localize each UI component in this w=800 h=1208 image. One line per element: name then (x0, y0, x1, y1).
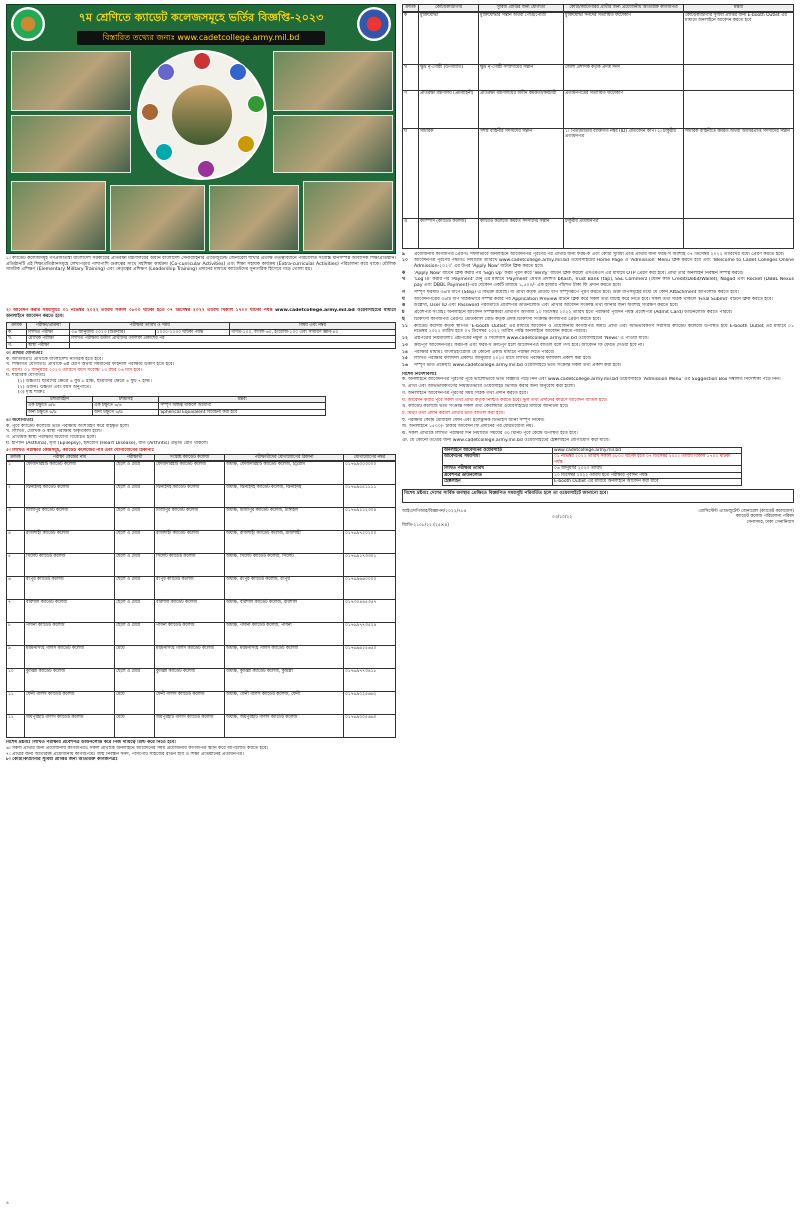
cell: অধ্যক্ষ, ফেনী গার্লস ক্যাডেট কলেজ, ফেনী (225, 692, 344, 715)
cell: বরিশাল ক্যাডেট কলেজ (155, 600, 225, 623)
cell: সিলেট ক্যাডেট কলেজ (155, 554, 225, 577)
procedure-paragraph (402, 271, 794, 277)
cell: প্রত্যয়নপত্রের সত্যায়িত ফটোকপি (564, 90, 684, 128)
cell: ৩ (7, 508, 25, 531)
summary-label: হেল্পলাইন (443, 479, 553, 486)
left-column (6, 4, 396, 763)
paragraph-7: ৭। প্রার্থীর জন্য অতিরিক্ত প্রয়োজনীয় কাগজপত্রঃ জন্ম নিবন্ধন সনদ, পাসপোর্ট সাইজের রঙিন ছবি ও শিক্ষা প্রতিষ্ঠানের প্রত্যয়নপত্র। (6, 751, 244, 757)
header-cell: কোটা/ক্যাটাগরি (419, 5, 479, 12)
table-row (403, 128, 794, 218)
header-cell: সুবিধা প্রাপ্তির জন্য যোগ্যতা (479, 5, 564, 12)
cell: অধ্যক্ষ, কুমিল্লা ক্যাডেট কলেজ, কুমিল্লা (225, 669, 344, 692)
cell: ছেলে ও মেয়ে (115, 485, 155, 508)
photo-classroom (11, 115, 131, 173)
list-item: ছ. পরীক্ষার কেন্দ্রে মোবাইল ফোন এবং ইলেক্ট্রনিক ডিভাইস আনা সম্পূর্ণ নিষেধ। (402, 417, 545, 423)
procedure-paragraph (402, 310, 794, 316)
paragraph-8: ৮। কোটা/ক্যাটাগরি সুবিধা প্রাপ্তির জন্য অতিরিক্ত কাগজপত্রঃ (6, 757, 118, 763)
cell: ০১৭৩০৪৪৫৩৫৭ (344, 600, 396, 623)
procedure-paragraph (402, 350, 794, 356)
list-item: চ. মিথ্যা তথ্য প্রদান করলে প্রার্থীর ভর্তি বাতিল করা হবে। (402, 410, 505, 416)
paragraph-6: ৬। সকল প্রার্থীর জন্য প্রয়োজনীয় কাগজপত্রঃ সকল প্রার্থীকে অনলাইনে আবেদনের সময় প্রয়োজনীয় কাগজপত্র স্ক্যান করে আপলোড করতে হবে। (6, 745, 269, 751)
cell: ঝিনাইদহ ক্যাডেট কলেজ (25, 485, 115, 508)
header-cell: কোটা/ক্যাটাগরির প্রার্থীর জন্য প্রয়োজনীয় অতিরিক্ত কাগজপত্র (564, 5, 684, 12)
list-item: ঘ. শারীরিক যোগ্যতাঃ (6, 373, 46, 379)
paragraph-text: ক্রটিপূর্ণ আবেদনপত্রঃ ফরম-ক এবং ফরম-খ ক্রটিপূর্ণ হলে আবেদনপত্র বাতিল বলে গণ্য হবে। আবেদন ফি ফেরত দেওয়া হবে না। (414, 342, 644, 348)
header-cell: ক্রমিক (7, 323, 27, 330)
header-cell: পরীক্ষার তারিখ ও সময় (70, 323, 230, 330)
cell: মির্জাপুর ক্যাডেট কলেজ (155, 508, 225, 531)
paragraph-number: ঘ (402, 296, 405, 302)
header-cell: সংশ্লিষ্ট ক্যাডেট কলেজ (155, 454, 225, 461)
cell: রাজশাহী ক্যাডেট কলেজ (155, 531, 225, 554)
cell: ছেলে ও মেয়ে (115, 554, 155, 577)
cell: রাজশাহী ক্যাডেট কলেজ (25, 531, 115, 554)
emblem-icon (157, 63, 175, 81)
cell (684, 64, 794, 90)
paragraph-number: ছ (402, 316, 405, 322)
cell: ০১৭৬৯১১২৩০৪ (344, 508, 396, 531)
cell: ১ (7, 462, 25, 485)
bottom-left-section (6, 740, 396, 762)
disqualify-section (6, 418, 396, 446)
cell: ০১৭৬৯০২৫৬৬২ (344, 692, 396, 715)
cell: Spherical Equivalent বিবেচনা করা হবে (159, 409, 326, 416)
summary-value[interactable]: www.cadetcollege.army.mil.bd (553, 447, 742, 454)
table-row (7, 623, 396, 646)
cell: ১। পিতা/মাতার ব্যক্তিগত নম্বর (ID) প্রতিবেদন কপি। ২। চাকুরীর প্রত্যয়নপত্র (564, 128, 684, 218)
cell: অধ্যক্ষ, ফৌজদারহাট ক্যাডেট কলেজ, চট্টগ্রাম (225, 462, 344, 485)
emblem-icon (197, 160, 215, 178)
procedure-paragraph (402, 277, 794, 288)
list-item: খ. লিখিত, মৌখিক ও স্বাস্থ্য পরীক্ষায় অকৃতকার্য হলে। (6, 429, 102, 435)
cell (684, 218, 794, 248)
list-item: ক. জাতীয়তাঃ প্রার্থীকে বাংলাদেশী নাগরিক হতে হবে। (6, 356, 103, 362)
summary-label: অনলাইনে আবেদনের ওয়েবসাইট (443, 447, 553, 454)
paragraph-number: ১১ (402, 323, 408, 329)
signatory-office: ক্যাডেট কলেজ পরিচালনা পরিষদ (735, 514, 794, 520)
table-row (7, 531, 396, 554)
cell: খ (403, 64, 419, 90)
summary-value: ১০ ডিসেম্বর ২০২২ তারিখ হতে পরীক্ষার পূর্বদিন পর্যন্ত (553, 472, 742, 479)
list-item: ক. পূর্বে ক্যাডেট কলেজে ভর্তি পরীক্ষায় অংশগ্রহণ করে বহিষ্কৃত হলে। (6, 423, 130, 429)
list-item: ঞ. যে কোনো তথ্যের জন্য www.cadetcollege.army.mil.bd ওয়েবসাইটের হেল্পলাইনে যোগাযোগ করা যাবে। (402, 437, 610, 443)
header-cell: মন্তব্য (684, 5, 794, 12)
header-cell: পরীক্ষা কেন্দ্রের নাম (25, 454, 115, 461)
emblem-icon (247, 95, 265, 113)
cell: ঘ (403, 128, 419, 218)
emblem-icon (193, 52, 211, 70)
table-row (7, 715, 396, 738)
list-item: খ. প্রার্থী এবং অভিভাবকগণের নিয়মিতভাবে ওয়েবসাইট ভিজিট করার জন্য অনুরোধ করা হলো। (402, 384, 576, 390)
intro-paragraph: ১। ক্যাডেট কলেজসমূহ গণপ্রজাতন্ত্রী বাংলাদেশ সরকারের প্রতিরক্ষা মন্ত্রণালয়ের অধীন বাংলাদেশ সেনাবাহিনীর এ্যাডজুটেন্ট জেনারেল শাখার প্রত্যক্ষ তত্ত্বাবধানে পরিচালিত সর্বোচ্চ মানসম্পন্ন আবাসিক শিক্ষাপ্রতিষ্ঠান। প্রতিষ্ঠানটি এই শিক্ষাপ্রতিষ্ঠানসমূহে লেখাপড়ার পাশাপাশি গুরুত্বের সাথে সহশিক্ষা কার্যক্রম (Co-curricular Activities) এবং শিক্ষা সহায়ক কার্যক্রম (Extra-curricular Activities) পরিচালনা করে থাকে। মৌলিক সামরিক প্রশিক্ষণ (Elementary Military Training) এবং নেতৃত্বের প্রশিক্ষণ (Leadership Training) প্রদানের মাধ্যমে ক্যাডেটদের সুনাগরিক হিসেবে গড়ে তোলা হয়। (6, 256, 396, 273)
table-row (7, 669, 396, 692)
cell: ০১৭৬৯৫৫১১১১ (344, 485, 396, 508)
summary-label: প্রবেশপত্র ডাউনলোড (443, 472, 553, 479)
exam-table (6, 322, 396, 349)
list-item: (৩) দৃষ্টি শক্তিঃ (18, 390, 45, 396)
cell: কোটা/ক্যাটাগরি সুবিধা প্রাপ্তির জন্য E-booth Outlet এর মাধ্যমে অনলাইনে আবেদন করতে হবে (684, 12, 794, 64)
summary-label: লিখিত পরীক্ষার তারিখ (443, 466, 553, 473)
paragraph-text: ক্যাডেট কলেজ কর্তৃক স্থাপিত 'E-booth Outlet' এর মাধ্যমে আবেদন ও প্রয়োজনীয় কাগজপত্র জমাঃ প্রার্থী এবং অভিভাবকগণ সরাসরি ক্যাডেট কলেজে উপস্থিত হয়ে E-booth Outlet এর মাধ্যমে ০১ নভেম্বর ২০২২ তারিখ হতে ০৭ ডিসেম্বর ২০২২ তারিখ পর্যন্ত অনলাইনে আবেদন করতে পারবে। (414, 323, 794, 335)
page-number: ৪ (6, 1200, 9, 1206)
cell: ১২ (7, 715, 25, 738)
cell: ০১৭৬৯৬২৫৬৫০ (344, 646, 396, 669)
header-cell: পরীক্ষা/প্রক্রিয়া (27, 323, 70, 330)
cell: ক্যাডেট কলেজে কর্মরত সদস্যদের সন্তান (479, 218, 564, 248)
paragraph-number: ১৩ (402, 342, 408, 348)
list-item: গ. অনলাইনে আবেদনপত্র পূরণের সময় সঠিক তথ্য প্রদান করতে হবে। (402, 390, 528, 396)
cell: সামরিক (419, 128, 479, 218)
header-cell: চশমাসহ (93, 396, 159, 403)
cell: অধ্যক্ষ, রংপুর ক্যাডেট কলেজ, রংপুর (225, 577, 344, 600)
table-row (7, 508, 396, 531)
photo-students (11, 51, 131, 111)
cell: ছেলে ও মেয়ে (115, 623, 155, 646)
list-item: (২) ওজনঃ উচ্চতা এবং বয়স অনুপাতে। (18, 384, 92, 390)
paragraph-text: 'Apply Now' বাটনে ক্লিক করার পর 'Sign Up' ফরম পূরণ করে 'Verify' বাটনে ক্লিক করলে এসএমএস এর মাধ্যমে OTP প্রেরণ করা হবে। প্রার্থী তার অনলাইন নিবন্ধন সম্পন্ন করবে। (414, 270, 744, 276)
summary-table (442, 447, 742, 486)
closing-note: বিশেষ দ্রষ্টব্যঃ দেশের সার্বিক অবস্থার প্রেক্ষিতে বিজ্ঞাপিত সময়সূচি পরিবর্তিত হলে তা ওয়েবসাইটে জানানো হবে। (402, 489, 794, 503)
procedure-paragraph (402, 303, 794, 309)
cell: মুক্তিযোদ্ধা (419, 12, 479, 64)
procedure-paragraph (402, 324, 794, 335)
paragraph-text: প্রশ্নপত্রের নিয়মাবলীঃ প্রশ্নপত্রের নমুনা ও সিলেবাস www.cadetcollege.army.mil.bd ওয়েবসাইটের 'News' এ পাওয়া যাবে। (414, 336, 649, 342)
cell (70, 342, 396, 349)
special-note: বিশেষ দ্রষ্টব্যঃ লিখিত পরীক্ষার প্রবেশপত্র ডাউনলোড করে নিজ দায়িত্বে প্রিন্ট করে নিতে হবে। (6, 740, 176, 746)
quota-table (402, 4, 794, 12)
cell: ২ (7, 485, 25, 508)
header-cell: বিষয় এবং নম্বর (230, 323, 396, 330)
paragraph-text: সম্পূর্ণ ভর্তি প্রক্রিয়াঃ www.cadetcollege.army.mil.bd ওয়েবসাইটে ভর্তি সংক্রান্ত সকল তথ্য প্রকাশ করা হবে। (414, 362, 622, 368)
list-item: ঝ. সকল প্রার্থীকে লিখিত পরীক্ষার দিন নির্ধারিত সময়ের ৩০ মিনিট পূর্বে কেন্দ্রে উপস্থিত হতে হবে। (402, 431, 578, 437)
right-column (402, 4, 794, 543)
banner-title: ৭ম শ্রেণিতে ক্যাডেট কলেজসমূহে ভর্তির বিজ্ঞপ্তি-২০২৩ (78, 11, 324, 24)
cell: মেয়ে (115, 646, 155, 669)
cell: গ. (7, 342, 27, 349)
cell: জয়পুরহাট গার্লস ক্যাডেট কলেজ (155, 715, 225, 738)
list-item: খ. শিক্ষাগত যোগ্যতাঃ প্রার্থীকে ৬ষ্ঠ শ্রেণি অথবা সমমানের ফাইনাল পরীক্ষায় উত্তীর্ণ হতে হবে। (6, 362, 175, 368)
footer-reference: আইএসপিআর/বিজ্ঞাপন/২০২২/৭৮৪ (402, 508, 467, 514)
cell: মেয়ে (115, 692, 155, 715)
table-row (7, 485, 396, 508)
table-row (7, 342, 396, 349)
footer (402, 509, 794, 543)
cell: জয়পুরহাট গার্লস ক্যাডেট কলেজ (25, 715, 115, 738)
list-item: গ. বয়সঃ ০১ জানুয়ারি ২০২৩ তারিখে বয়স সর্বোচ্চ ১৩ বছর ০৬ মাস হবে। (6, 367, 143, 373)
cell: জেলা প্রশাসক কর্তৃক প্রদত্ত সনদ (564, 64, 684, 90)
emblem-icon (237, 135, 255, 153)
cell: গণিত-১০০, বাংলা-৬০, ইংরেজি-১০০ এবং সাধারণ জ্ঞান-৪০ (230, 329, 396, 336)
centers-table-body (6, 461, 396, 738)
cadet-college-logo-icon (357, 7, 391, 41)
disqualify-heading: ৪। অযোগ্যতাঃ (6, 418, 34, 424)
cell: ছেলে ও মেয়ে (115, 531, 155, 554)
paragraph-number: ১৪ (402, 349, 408, 355)
paragraph-text: প্রবেশপত্র সংগ্রহঃ অনলাইনে আবেদন সম্পন্নকারী প্রার্থীগণ আগামী ১০ ডিসেম্বর ২০২২ তারিখ হতে পরীক্ষার পূর্বদিন পর্যন্ত প্রবেশপত্র (Admit Card) ডাউনলোড করতে পারবে। (414, 310, 733, 316)
cell: ৫ (7, 554, 25, 577)
cell: ঝিনাইদহ ক্যাডেট কলেজ (155, 485, 225, 508)
table-row (27, 409, 326, 416)
paragraph-text: চিকিৎসা কাগজপত্র প্রেরণঃ মেডিক্যাল বোর্ড কর্তৃক প্রদত্ত চিকিৎসা সংক্রান্ত কাগজপত্র প্রেরণ করতে হবে। (414, 316, 602, 322)
cell: অন্য চক্ষুতে ৬/৯ (93, 409, 159, 416)
cell: এক চক্ষুতে ৬/৬ (93, 403, 159, 410)
quota-table-rows (402, 12, 794, 249)
cell: মুক্তিযোদ্ধার সন্তান অথবা পৌত্র/পৌত্রী (479, 12, 564, 64)
paragraph-text: 'Log In' করার পর 'Payment' মেনু এর মাধ্যমে 'Payment' মেথড প্রদর্শিত bKash, Trust Bank (tap), SSL Commerz (যেমন কার্ড Credit/Debit/Wallet), Nagad এবং Rocket (DBBL Nexus pay এবং DBBL Payment)-এর যেকোন একটি মাধ্যমে ১,৫০০/- এক হাজার পাঁচশত টাকা ফি প্রদান করতে হবে। (414, 277, 794, 289)
cell: অধ্যক্ষ, মির্জাপুর ক্যাডেট কলেজ, টাঙ্গাইল (225, 508, 344, 531)
cell: ক. (7, 329, 27, 336)
list-item: (১) উচ্চতাঃ ছাত্রদের ক্ষেত্রে ৪ ফুট ৮ ইঞ্চি, ছাত্রীদের ক্ষেত্রে ৪ ফুট ৭ ইঞ্চি। (18, 378, 152, 384)
list-item: ঘ. আবেদন করার পূর্বে সকল তথ্য প্রার্থী কর্তৃক নিশ্চিত করতে হবে। ভুল তথ্য প্রদানের কারণে আবেদন বাতিল হবে। (402, 397, 608, 403)
cell: ১১ (7, 692, 25, 715)
cell: ময়মনসিংহ গার্লস ক্যাডেট কলেজ (25, 646, 115, 669)
cell: অধ্যক্ষ, রাজশাহী ক্যাডেট কলেজ, রাজশাহী (225, 531, 344, 554)
photo-cadet-guard (11, 181, 106, 251)
emblem-icon (141, 103, 159, 121)
quota-table-header (403, 5, 794, 12)
header-cell: চশমাবিহীন (27, 396, 93, 403)
cell: ৮ (7, 623, 25, 646)
cell: কুমিল্লা ক্যাডেট কলেজ (155, 669, 225, 692)
cell: ০১৭৬৯৭৭৩৫২৪ (344, 623, 396, 646)
summary-table-body (443, 447, 742, 485)
footer-gd-number: জিডি-২১০৮/২২ (২৫×৪) (402, 522, 449, 528)
centers-table (6, 454, 396, 462)
cell: বরিশাল ক্যাডেট কলেজ (25, 600, 115, 623)
paragraph-number: চ (402, 310, 405, 316)
cell: ০৬ জানুয়ারি ২০২৩ (শুক্রবার) (70, 329, 155, 336)
photo-navy (209, 185, 299, 251)
paragraph-text: উল্লেখ্য, User ID এবং Password পরবর্তীতে প্রবেশপত্র ডাউনলোড এবং প্রার্থীর আবেদন সংক্রান্ত তথ্য জানার জন্য অবশ্যই সংরক্ষণ করতে হবে। (414, 303, 679, 309)
cell (684, 90, 794, 128)
header-cell: ক্রমিক (403, 5, 419, 12)
cell: ৪ (7, 531, 25, 554)
paragraph-text: প্রয়োজনীয় কাগজপত্র প্রেরণঃ সফলভাবে অনলাইনে আবেদনপত্র পূরণের পর প্রার্থীর জন্য ফরম-ক এবং কোটা সুবিধা প্রাপ্ত প্রার্থীর জন্য ফরম-খ অবশ্যই ০৭ ডিসেম্বর ২০২২ তারিখের মধ্যে প্রেরণ করতে হবে। (414, 251, 785, 257)
photo-march (303, 181, 393, 251)
paragraph-number: ক (402, 270, 406, 276)
paragraph-number: ১০ (402, 258, 408, 264)
table-row (7, 646, 396, 669)
cell: ছেলে ও মেয়ে (115, 508, 155, 531)
vision-table (26, 396, 326, 417)
cell: ক্ষুদ্র নৃ-গোষ্ঠী সম্প্রদায়ের সন্তান (479, 64, 564, 90)
apply-schedule-note: ওয়েবসাইটের মাধ্যমে অনলাইনে আবেদন করতে হবে। (6, 308, 396, 319)
cell: লিখিত পরীক্ষায় উত্তীর্ণ প্রার্থীদের তালিকা প্রকাশের পর (70, 336, 396, 343)
paragraph-text: লিখিত পরীক্ষার ফলাফল প্রকাশঃ জানুয়ারি ২০২৩ মাসে লিখিত পরীক্ষার ফলাফল প্রকাশ করা হবে। (414, 356, 592, 362)
cell: ক (403, 12, 419, 64)
paragraph-text: সম্পূর্ণ ফরমটি ৩৬টি ধাপে (Step) এ বিভক্ত রয়েছে। যা প্রার্থী কর্তৃক প্রতিটি ধাপ সম্পূর্ণরূপে পূরণ করতে হবে। উক্ত ধাপসমূহের মধ্যে যে কোন Attachment আপলোড করতে হবে। (414, 289, 739, 295)
cell: রংপুর ক্যাডেট কলেজ (25, 577, 115, 600)
list-item: ক. অনলাইনে আবেদনপত্র পূরণের পূর্বে ভালোভাবে ভর্তি বিজ্ঞপ্তি পড়ে নিন এবং www.cadetcollege.army.mil.bd ওয়েবসাইটে 'Admission Menu' এর Suggestion Box সম্বলিত নির্দেশিকা পড়ে নিন। (402, 377, 781, 383)
summary-label: আবেদনের সময়সীমা (443, 454, 553, 466)
cell: ফৌজদারহাট ক্যাডেট কলেজ (155, 462, 225, 485)
list-item: ঙ. ক্যাডেট কলেজে ভর্তি সংক্রান্ত সকল তথ্য কেবলমাত্র ওয়েবসাইটের মাধ্যমে জানানো হবে। (402, 404, 569, 410)
cell: সামরিক বাহিনীতে কর্মরত অথবা অবসরপ্রাপ্ত সদস্যদের সন্তান (684, 128, 794, 218)
procedure-paragraph (402, 356, 794, 362)
cell: ছেলে ও মেয়ে (115, 600, 155, 623)
cell: সিলেট ক্যাডেট কলেজ (25, 554, 115, 577)
paragraph-number: ঙ (402, 303, 406, 309)
cell: অধ্যক্ষ, ময়মনসিংহ গার্লস ক্যাডেট কলেজ (225, 646, 344, 669)
cell: এক চক্ষুতে ৬/৬ (27, 403, 93, 410)
table-row (7, 600, 396, 623)
paragraph-number: ১২ (402, 336, 408, 342)
table-row (403, 90, 794, 128)
summary-value: ০৬ জানুয়ারি ২০২৩ তারিখ (553, 466, 742, 473)
instructions-heading: বিশেষ নির্দেশাবলীঃ (402, 371, 437, 377)
procedure-section (402, 252, 794, 369)
procedure-paragraph (402, 343, 794, 349)
table-row (7, 692, 396, 715)
table-row (7, 577, 396, 600)
header-cell: যোগাযোগের নম্বর (344, 454, 396, 461)
summary-value: ০১ নভেম্বর ২০২২ তারিখ সকাল ০৮০০ ঘটিকা হতে ০৭ ডিসেম্বর ২০২২ তারিখ বিকাল ১৭০০ ঘটিকা পর্যন্ত (553, 454, 742, 466)
eligibility-heading: ৩। প্রার্থীর যোগ্যতাঃ (6, 351, 43, 356)
photo-parade (273, 51, 393, 111)
cell: সম্পূর্ণ অন্ধত্ব থাকলে অযোগ্য (159, 403, 326, 410)
paragraph-text: পরীক্ষার মাধ্যমঃ বাংলা/ইংরেজি যে কোনো একটি মাধ্যমে পরীক্ষা দিতে পারবে। (414, 349, 555, 355)
table-row (403, 218, 794, 248)
cell: ৭ (7, 600, 25, 623)
apply-schedule (6, 308, 396, 320)
apply-schedule-text: ২। আবেদন করার সময়সূচিঃ ০১ নভেম্বর ২০২২ তারিখ সকাল ০৮০০ ঘটিকা হতে ০৭ ডিসেম্বর ২০২২ তারিখ বিকাল ১৭০০ ঘটিকা পর্যন্ত (6, 308, 273, 313)
table-row (403, 64, 794, 90)
apply-website-link[interactable]: www.cadetcollege.army.mil.bd (275, 308, 355, 313)
cell: অন্য চক্ষুতে ৬/৯ (27, 409, 93, 416)
header-cell: পরীক্ষার্থীদের যোগাযোগের ঠিকানা (225, 454, 344, 461)
instructions-section (402, 372, 794, 444)
list-item: জ. অনলাইনে ১৫০০/- টাকার আবেদন ফি প্রদানের পর ফেরতযোগ্য নয়। (402, 424, 534, 430)
photo-military-training (110, 185, 205, 251)
cell: মুক্তিযোদ্ধা সনদের সত্যায়িত ফটোকপি (564, 12, 684, 64)
summary-value: E-booth Outlet এর মাধ্যমে অনলাইনে আবেদন করা যাবে (553, 479, 742, 486)
cell: ক্যাম্পাস (ক্যাডেট কলেজ) (419, 218, 479, 248)
cell: সশস্ত্র বাহিনীর সদস্যদের সন্তান (479, 128, 564, 218)
cell: খ. (7, 336, 27, 343)
cell: ০১৭৬৯৬৬০০০০ (344, 577, 396, 600)
photo-sports (273, 115, 393, 173)
cell: ০১৭৬৯০০৫৬৬০ (344, 715, 396, 738)
signatory-address: সেনাসদর, ঢাকা সেনানিবাস (746, 519, 794, 525)
cell: চাকুরীর প্রত্যয়নপত্র (564, 218, 684, 248)
cell: মেয়ে (115, 715, 155, 738)
procedure-paragraph (402, 363, 794, 369)
cell: ৯ (7, 646, 25, 669)
footer-date: ০৩/১০/২২ (552, 514, 573, 520)
army-logo-icon (11, 7, 45, 41)
cell: ০১৭৬৯৭৭৩৪১৮ (344, 669, 396, 692)
cadet-portrait (172, 85, 232, 145)
cell: অধ্যক্ষ, বরিশাল ক্যাডেট কলেজ, বরিশাল (225, 600, 344, 623)
cell: ০১৭৬৯৭২০১০০ (344, 531, 396, 554)
cell: ফেনী গার্লস ক্যাডেট কলেজ (25, 692, 115, 715)
footer-signature-block (698, 509, 794, 526)
paragraph-number: ১৫ (402, 356, 408, 362)
cell: ক্ষুদ্র নৃ-গোষ্ঠী (উপজাতি) (419, 64, 479, 90)
list-item: ঘ. হাঁপানি (Asthma), মৃগী (Epilepsy), হৃদরোগ (Heart Disease), বাত (Arthritis) প্রভৃতি রোগ থাকলে। (6, 440, 209, 446)
procedure-paragraph (402, 336, 794, 342)
paragraph-text: আবেদনপত্রের ৩৬টি ধাপ সঠিকভাবে সম্পন্ন করার পর Application Preview বাটনে ক্লিক করে সকল তথ্য যাচাই করে নিতে হবে। সকল তথ্য সঠিক থাকলে 'Final Submit' বাটনে ক্লিক করতে হবে। (414, 296, 773, 302)
eligibility-section (6, 351, 396, 416)
banner (6, 4, 396, 254)
paragraph-number: গ (402, 289, 406, 295)
cell: প্রতিরক্ষা মন্ত্রণালয়ের অধীন কর্মকর্তা/কর্মচারী (479, 90, 564, 128)
table-row (443, 479, 742, 486)
cell: অধ্যক্ষ, সিলেট ক্যাডেট কলেজ, সিলেট (225, 554, 344, 577)
cell: লিখিত পরীক্ষা (27, 329, 70, 336)
cell: ছেলে ও মেয়ে (115, 577, 155, 600)
table-row (403, 12, 794, 64)
cell: প্রতিরক্ষা মন্ত্রণালয় (প্রমবাহিনী) (419, 90, 479, 128)
centers-heading: ৫। লিখিত পরীক্ষার কেন্দ্রসমূহ, ক্যাডেট কলেজের নাম এবং যোগাযোগের ঠিকানাঃ (6, 448, 155, 454)
quota-table-body (402, 12, 794, 249)
cell: গ (403, 90, 419, 128)
cell: মির্জাপুর ক্যাডেট কলেজ (25, 508, 115, 531)
centers-table-header (7, 454, 396, 461)
procedure-paragraph (402, 297, 794, 303)
procedure-paragraph (402, 258, 794, 269)
cell: পাবনা ক্যাডেট কলেজ (25, 623, 115, 646)
header-cell: ক্রমিক (7, 454, 25, 461)
procedure-paragraph (402, 252, 794, 258)
cell: ১০০০-১২০০ ঘটিকা পর্যন্ত (155, 329, 229, 336)
cell: অধ্যক্ষ, জয়পুরহাট গার্লস ক্যাডেট কলেজ (225, 715, 344, 738)
cell: ছেলে ও মেয়ে (115, 669, 155, 692)
signatory-title: এ্যাসিস্টেন্ট এ্যাডজুটেন্ট জেনারেল (ক্যাডেট কলেজেস) (698, 508, 794, 514)
emblem-icon (155, 143, 173, 161)
list-item: গ. প্রাথমিক স্বাস্থ্য পরীক্ষায় অযোগ্য বিবেচিত হলে। (6, 435, 97, 441)
cell: ছেলে ও মেয়ে (115, 462, 155, 485)
table-row (7, 554, 396, 577)
table-row (7, 462, 396, 485)
table-row (443, 454, 742, 466)
cell: ০১৭৬৯৩০৩০০০ (344, 462, 396, 485)
procedure-paragraph (402, 290, 794, 296)
procedure-paragraph (402, 317, 794, 323)
cell: রংপুর ক্যাডেট কলেজ (155, 577, 225, 600)
cell: কুমিল্লা ক্যাডেট কলেজ (25, 669, 115, 692)
cell: ফৌজদারহাট ক্যাডেট কলেজ (25, 462, 115, 485)
paragraph-number: ৯ (402, 251, 405, 257)
cell: ঙ (403, 218, 419, 248)
cell: অধ্যক্ষ, ঝিনাইদহ ক্যাডেট কলেজ, ঝিনাইদহ (225, 485, 344, 508)
cell: মৌখিক পরীক্ষা (27, 336, 70, 343)
cell: ময়মনসিংহ গার্লস ক্যাডেট কলেজ (155, 646, 225, 669)
paragraph-text: আবেদনপত্র পূরণের পদ্ধতিঃ নির্ধারিত তারিখে www.cadetcollege.army.mil.bd ওয়েবসাইটের Home Page এ 'Admission' Menu ক্লিক করতে হবে এবং 'Welcome to Cadet Colleges Online Admission-২০২৩' এর উপর 'Apply Now' বাটনে ক্লিক করতে হবে। (414, 258, 794, 269)
cell: স্বাস্থ্য পরীক্ষা (27, 342, 70, 349)
centers-table-rows (6, 461, 396, 738)
header-cell: মন্তব্য (159, 396, 326, 403)
cell: ফেনী গার্লস ক্যাডেট কলেজ (155, 692, 225, 715)
emblem-icon (229, 63, 247, 81)
paragraph-number: খ (402, 277, 406, 283)
cell: ১০ (7, 669, 25, 692)
cell: ০১৭৬৯১৭৩৩০১ (344, 554, 396, 577)
instructions-list (402, 377, 794, 443)
cell: অধ্যক্ষ, পাবনা ক্যাডেট কলেজ, পাবনা (225, 623, 344, 646)
banner-website[interactable]: বিস্তারিত তথ্যের জন্যঃ www.cadetcollege.army.mil.bd (77, 31, 325, 45)
cell: ৬ (7, 577, 25, 600)
cell: পাবনা ক্যাডেট কলেজ (155, 623, 225, 646)
paragraph-number: ১৬ (402, 362, 408, 368)
header-cell: পরীক্ষার্থী (115, 454, 155, 461)
